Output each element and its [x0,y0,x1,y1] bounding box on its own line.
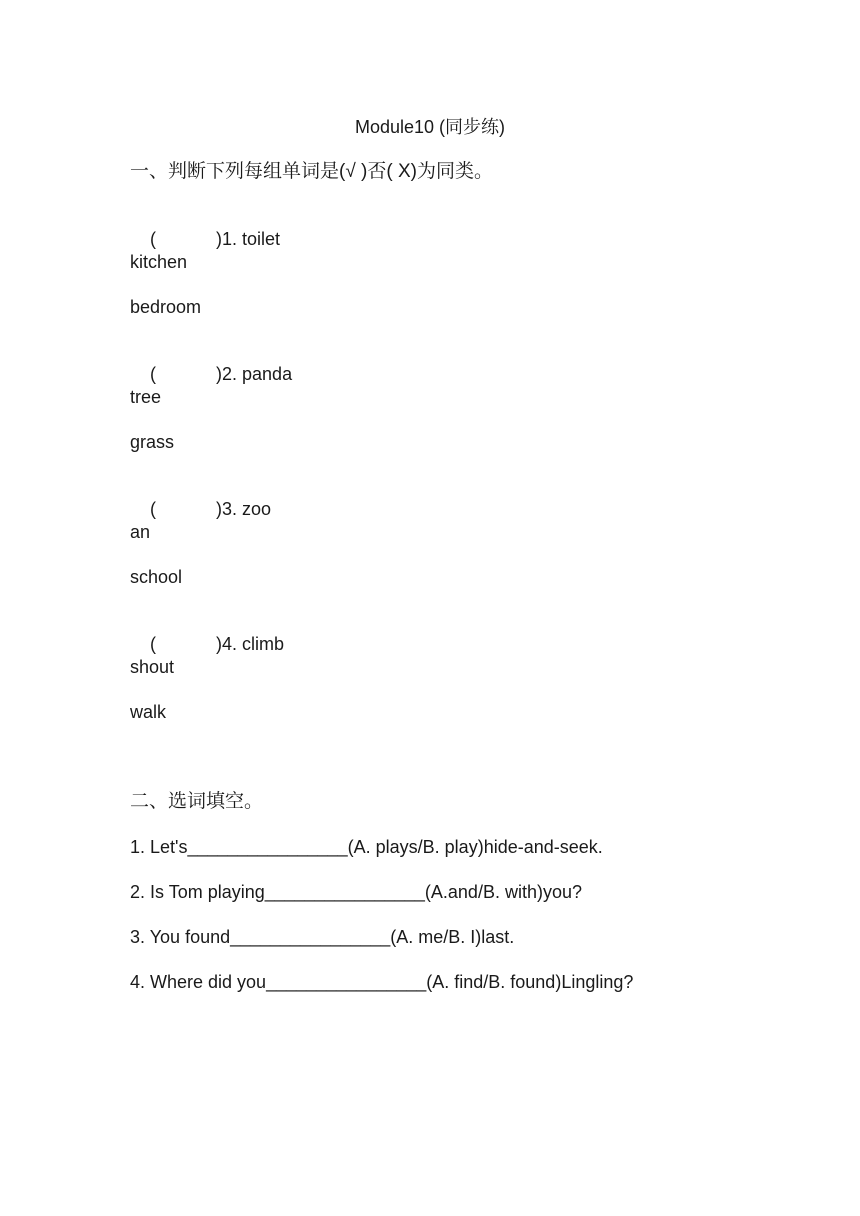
word-line: tree [130,387,162,407]
answer-blank: ( [150,364,157,384]
fill-question-3: 3. You found________________(A. me/B. I)last. [130,927,515,947]
word-line: bedroom [130,297,202,317]
word-line: kitchen [130,252,188,272]
word-line: an [130,522,151,542]
section1-heading: 一、判断下列每组单词是(√ )否( X)为同类。 [130,161,493,182]
judge-item-word: )4. climb [216,634,285,654]
word-line: grass [130,432,175,452]
answer-blank: ( [150,229,157,249]
fill-question-2: 2. Is Tom playing________________(A.and/B. with)you? [130,882,582,902]
judge-item-3 [130,476,271,542]
answer-blank: ( [150,499,157,519]
word-line: shout [130,657,175,677]
judge-item-word: )2. panda [216,364,293,384]
judge-item-word: )3. zoo [216,499,272,519]
judge-item-word: )1. toilet [216,229,281,249]
word-line: walk [130,702,167,722]
fill-question-1: 1. Let's________________(A. plays/B. play)hide-and-seek. [130,837,603,857]
section2-heading: 二、选词填空。 [130,791,264,812]
fill-question-4: 4. Where did you________________(A. find/B. found)Lingling? [130,972,634,992]
word-line: school [130,567,183,587]
answer-blank: ( [150,634,157,654]
page-title: Module10 (同步练) [354,117,506,137]
